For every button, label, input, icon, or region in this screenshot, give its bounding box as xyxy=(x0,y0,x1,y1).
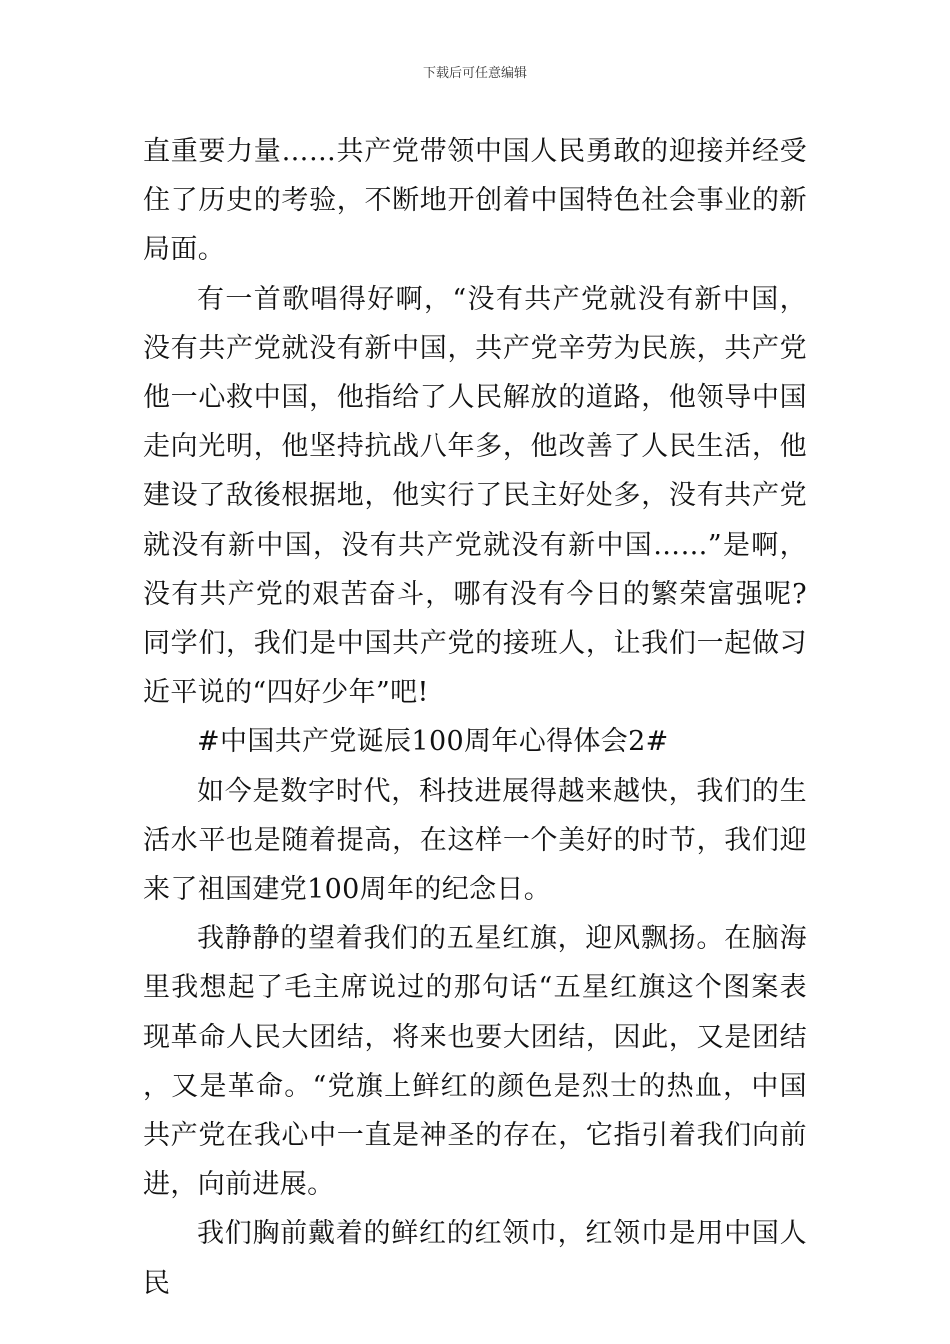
paragraph-1: 直重要力量……共产党带领中国人民勇敢的迎接并经受住了历史的考验，不断地开创着中国特色社会事业的新局面。 xyxy=(143,136,807,266)
page-header: 下载后可任意编辑 xyxy=(422,66,527,81)
paragraph-3: 如今是数字时代，科技进展得越来越快，我们的生活水平也是随着提高，在这样一个美好的时节，我们迎来了祖国建党100周年的纪念日。 xyxy=(143,775,807,906)
paragraph-5: 我们胸前戴着的鲜红的红领巾，红领巾是用中国人民 xyxy=(143,1218,807,1299)
paragraph-2: 有一首歌唱得好啊，“没有共产党就没有新中国，没有共产党就没有新中国，共产党辛劳为民族，共产党他一心救中国，他指给了人民解放的道路，他领导中国走向光明，他坚持抗战八年多，他改善了人民生活，他建设了敌後根据地，他实行了民主好处多，没有共产党就没有新中国，没有共产党就没有新中国……”是啊，没有共产党的艰苦奋斗，哪有没有今日的繁荣富强呢?同学们，我们是中国共产党的接班人，让我们一起做习近平说的“四好少年”吧! xyxy=(143,283,807,709)
section-heading: #中国共产党诞辰100周年心得体会2# xyxy=(197,726,669,758)
paragraph-4: 我静静的望着我们的五星红旗，迎风飘扬。在脑海里我想起了毛主席说过的那句话“五星红旗这个图案表现革命人民大团结，将来也要大团结，因此，又是团结，又是革命。“党旗上鲜红的颜色是烈士的热血，中国共产党在我心中一直是神圣的存在，它指引着我们向前进，向前进展。 xyxy=(143,923,807,1201)
document-body xyxy=(143,127,807,1308)
